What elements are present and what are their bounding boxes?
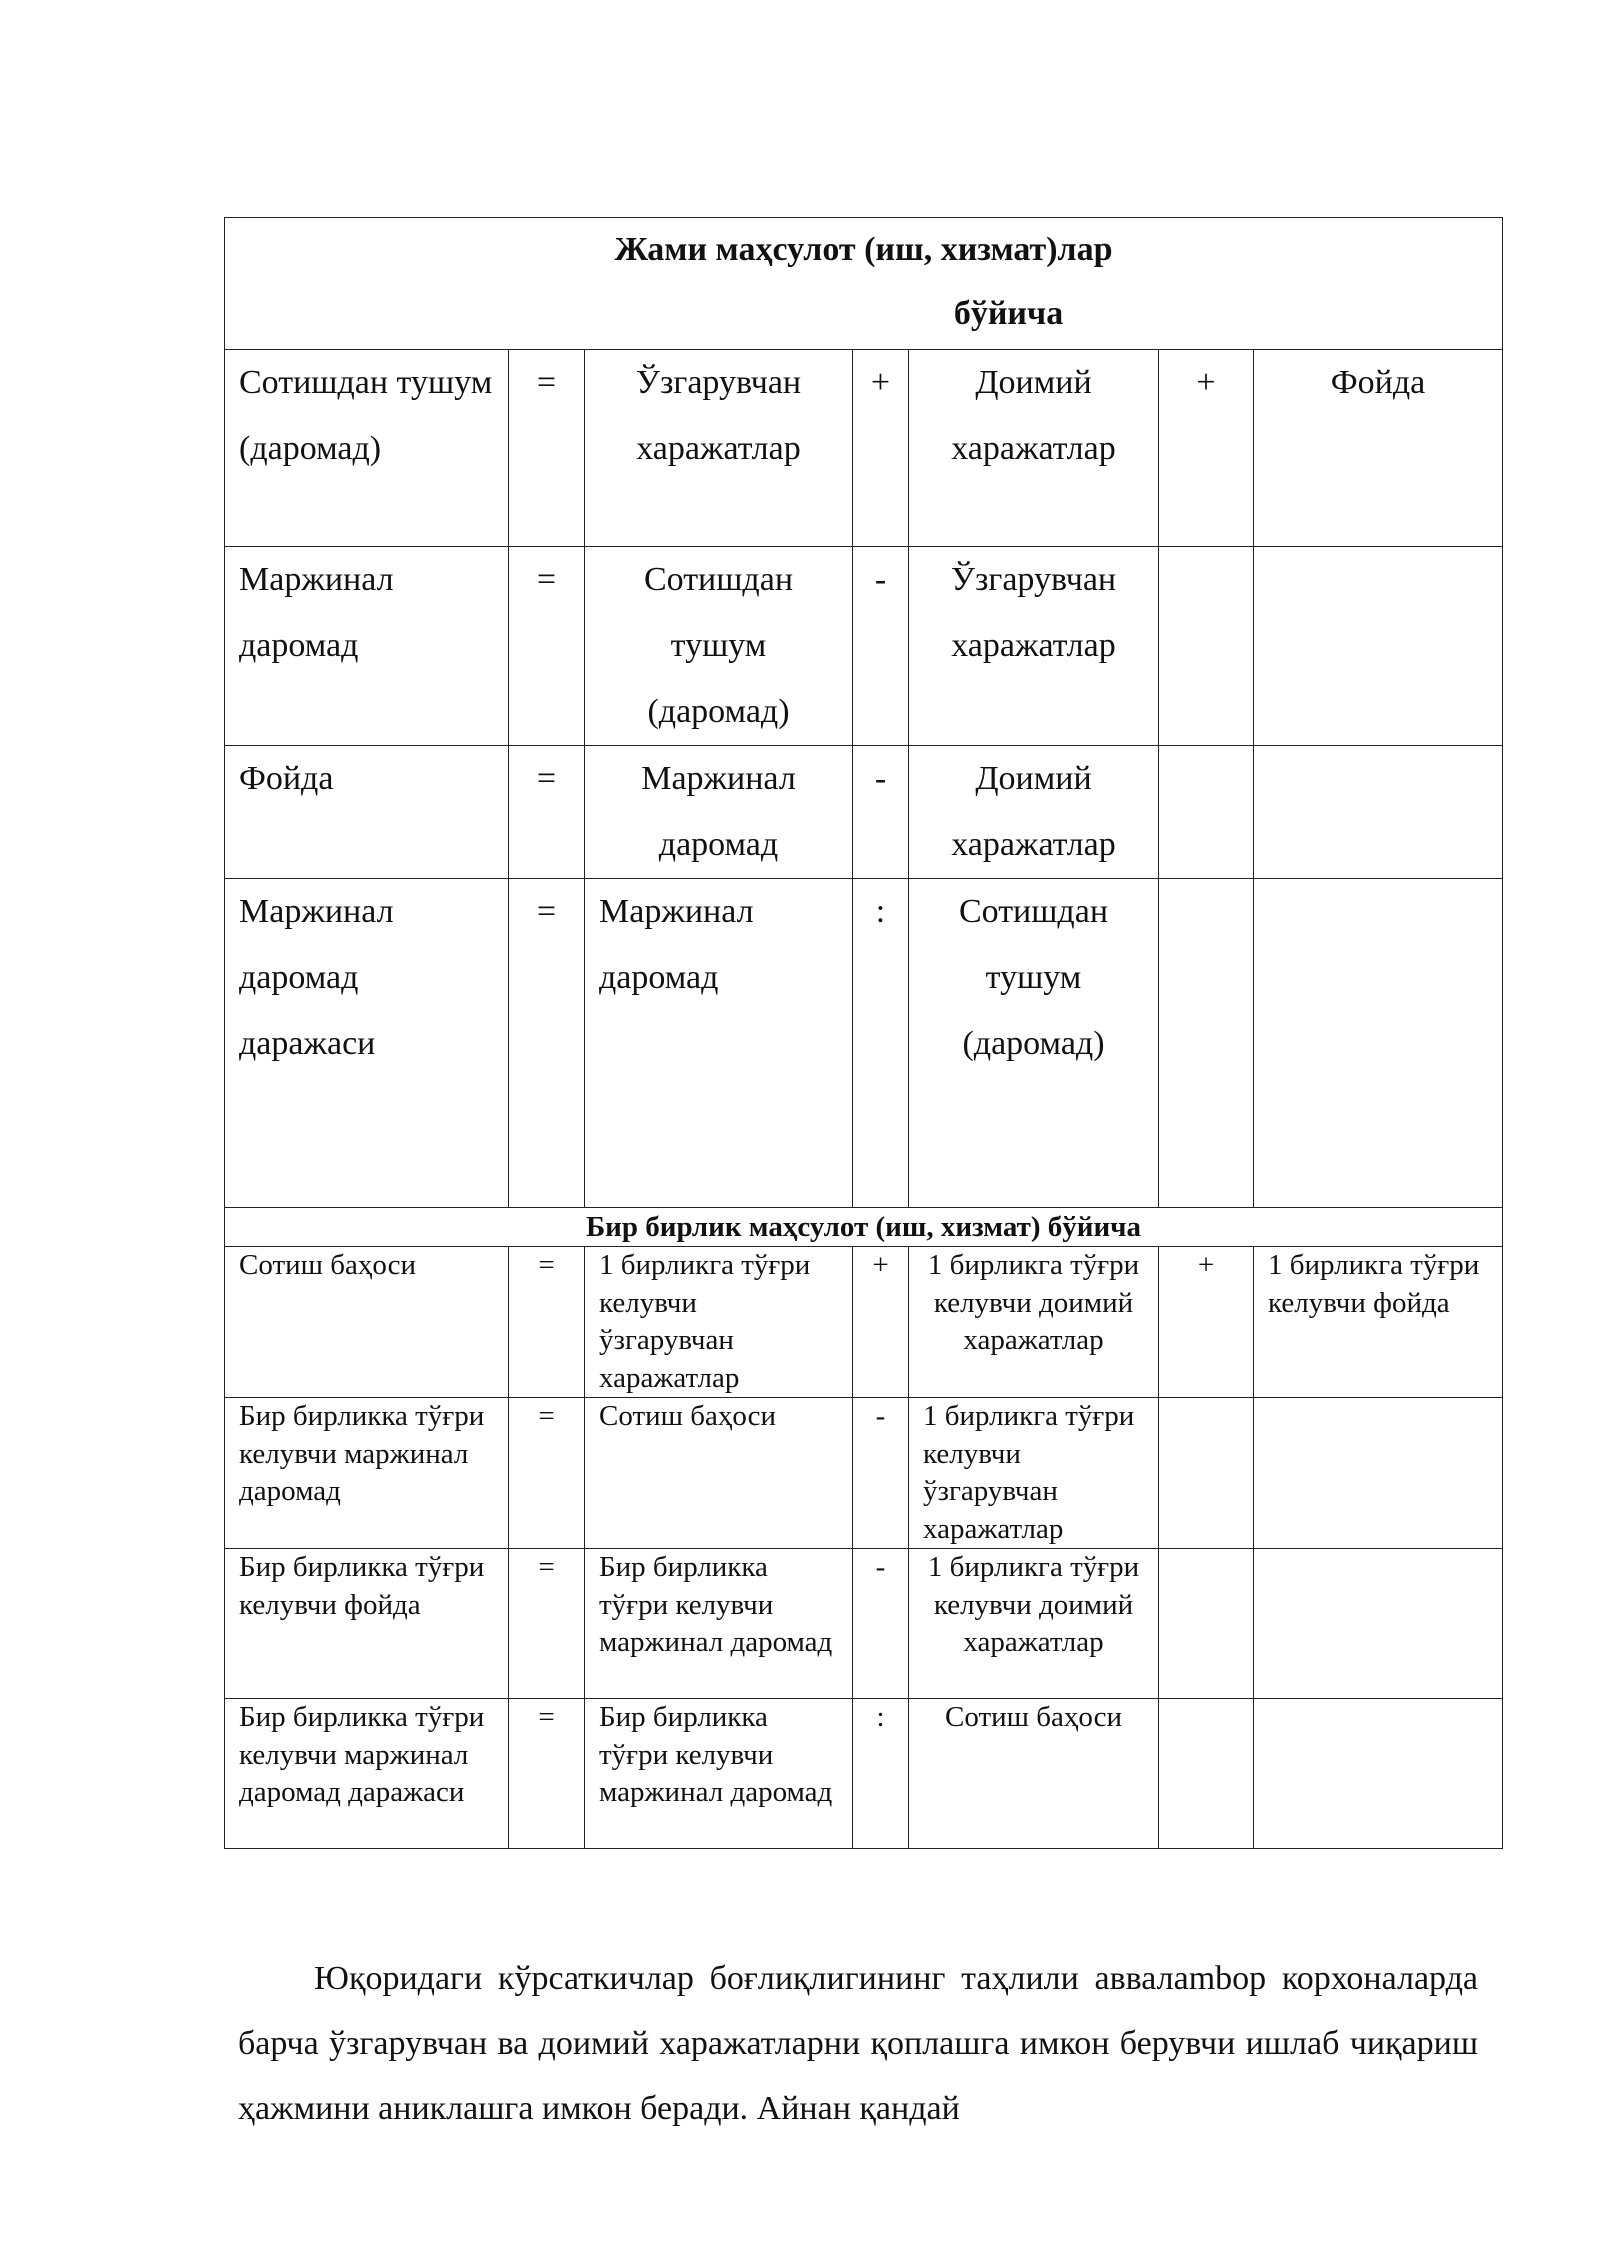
cell: Бир бирликка тўғри келувчи маржинал даромад даражаси xyxy=(225,1699,509,1849)
operator: = xyxy=(509,1549,585,1699)
unit-row xyxy=(225,1549,1503,1699)
total-section-header xyxy=(225,218,1503,350)
operator: = xyxy=(509,1247,585,1398)
operator: + xyxy=(1159,1247,1254,1398)
cell: Бир бирликка тўғри келувчи фойда xyxy=(225,1549,509,1699)
total-row xyxy=(225,746,1503,879)
operator: - xyxy=(853,746,909,879)
cell: Сотиш баҳоси xyxy=(225,1247,509,1398)
body-paragraph: Юқоридаги кўрсаткичлар боғлиқлигининг таҳлили аввалambор корхоналарда барча ўзгарувчан ва доимий харажатларни қоплашга имкон берувчи ишлаб чиқариш ҳажмини аниклашга имкон беради. Айнан қандай xyxy=(238,1960,1478,2127)
operator: + xyxy=(853,350,909,547)
operator: - xyxy=(853,1549,909,1699)
operator xyxy=(1159,547,1254,746)
cell: 1 бирликга тўғри келувчи ўзгарувчан харажатлар xyxy=(585,1247,853,1398)
operator: = xyxy=(509,746,585,879)
cell: Фойда xyxy=(225,746,509,879)
cell: Маржинал даромад xyxy=(225,547,509,746)
operator: = xyxy=(509,547,585,746)
unit-row xyxy=(225,1398,1503,1549)
operator xyxy=(1159,746,1254,879)
cell: Сотишдан тушум (даромад) xyxy=(225,350,509,547)
cell xyxy=(1254,1549,1503,1699)
operator: = xyxy=(509,1699,585,1849)
operator: + xyxy=(1159,350,1254,547)
operator: : xyxy=(853,1699,909,1849)
cell: 1 бирликга тўғри келувчи ўзгарувчан харажатлар xyxy=(909,1398,1159,1549)
operator: = xyxy=(509,350,585,547)
total-row xyxy=(225,879,1503,1208)
cell: Доимий харажатлар xyxy=(909,350,1159,547)
total-row xyxy=(225,547,1503,746)
operator: - xyxy=(853,1398,909,1549)
formula-table xyxy=(224,217,1503,1849)
operator: : xyxy=(853,879,909,1208)
operator: - xyxy=(853,547,909,746)
cell: Сотишдан тушум (даромад) xyxy=(585,547,853,746)
cell xyxy=(1254,879,1503,1208)
cell: 1 бирликга тўғри келувчи доимий харажатлар xyxy=(909,1549,1159,1699)
cell: Маржинал даромад даражаси xyxy=(225,879,509,1208)
unit-row xyxy=(225,1247,1503,1398)
unit-row xyxy=(225,1699,1503,1849)
operator xyxy=(1159,1398,1254,1549)
cell xyxy=(1254,1699,1503,1849)
operator xyxy=(1159,879,1254,1208)
operator: = xyxy=(509,879,585,1208)
cell: Сотиш баҳоси xyxy=(909,1699,1159,1849)
total-header-line1: Жами маҳсулот (иш, хизмат)лар xyxy=(614,231,1113,268)
total-row xyxy=(225,350,1503,547)
cell: Сотишдан тушум (даромад) xyxy=(909,879,1159,1208)
cell xyxy=(1254,746,1503,879)
operator xyxy=(1159,1549,1254,1699)
cell: Фойда xyxy=(1254,350,1503,547)
cell xyxy=(1254,1398,1503,1549)
unit-section-header: Бир бирлик маҳсулот (иш, хизмат) бўйича xyxy=(225,1208,1503,1247)
operator: = xyxy=(509,1398,585,1549)
cell xyxy=(1254,547,1503,746)
cell: Ўзгарувчан харажатлар xyxy=(585,350,853,547)
cell: Доимий харажатлар xyxy=(909,746,1159,879)
cell: 1 бирликга тўғри келувчи фойда xyxy=(1254,1247,1503,1398)
cell: Маржинал даромад xyxy=(585,879,853,1208)
cell: Сотиш баҳоси xyxy=(585,1398,853,1549)
cell: Бир бирликка тўғри келувчи маржинал даромад xyxy=(585,1699,853,1849)
operator xyxy=(1159,1699,1254,1849)
total-header-line2: бўйича xyxy=(953,295,1064,332)
cell: Маржинал даромад xyxy=(585,746,853,879)
cell: Бир бирликка тўғри келувчи маржинал даромад xyxy=(225,1398,509,1549)
operator: + xyxy=(853,1247,909,1398)
cell: Ўзгарувчан харажатлар xyxy=(909,547,1159,746)
cell: Бир бирликка тўғри келувчи маржинал даромад xyxy=(585,1549,853,1699)
cell: 1 бирликга тўғри келувчи доимий харажатлар xyxy=(909,1247,1159,1398)
